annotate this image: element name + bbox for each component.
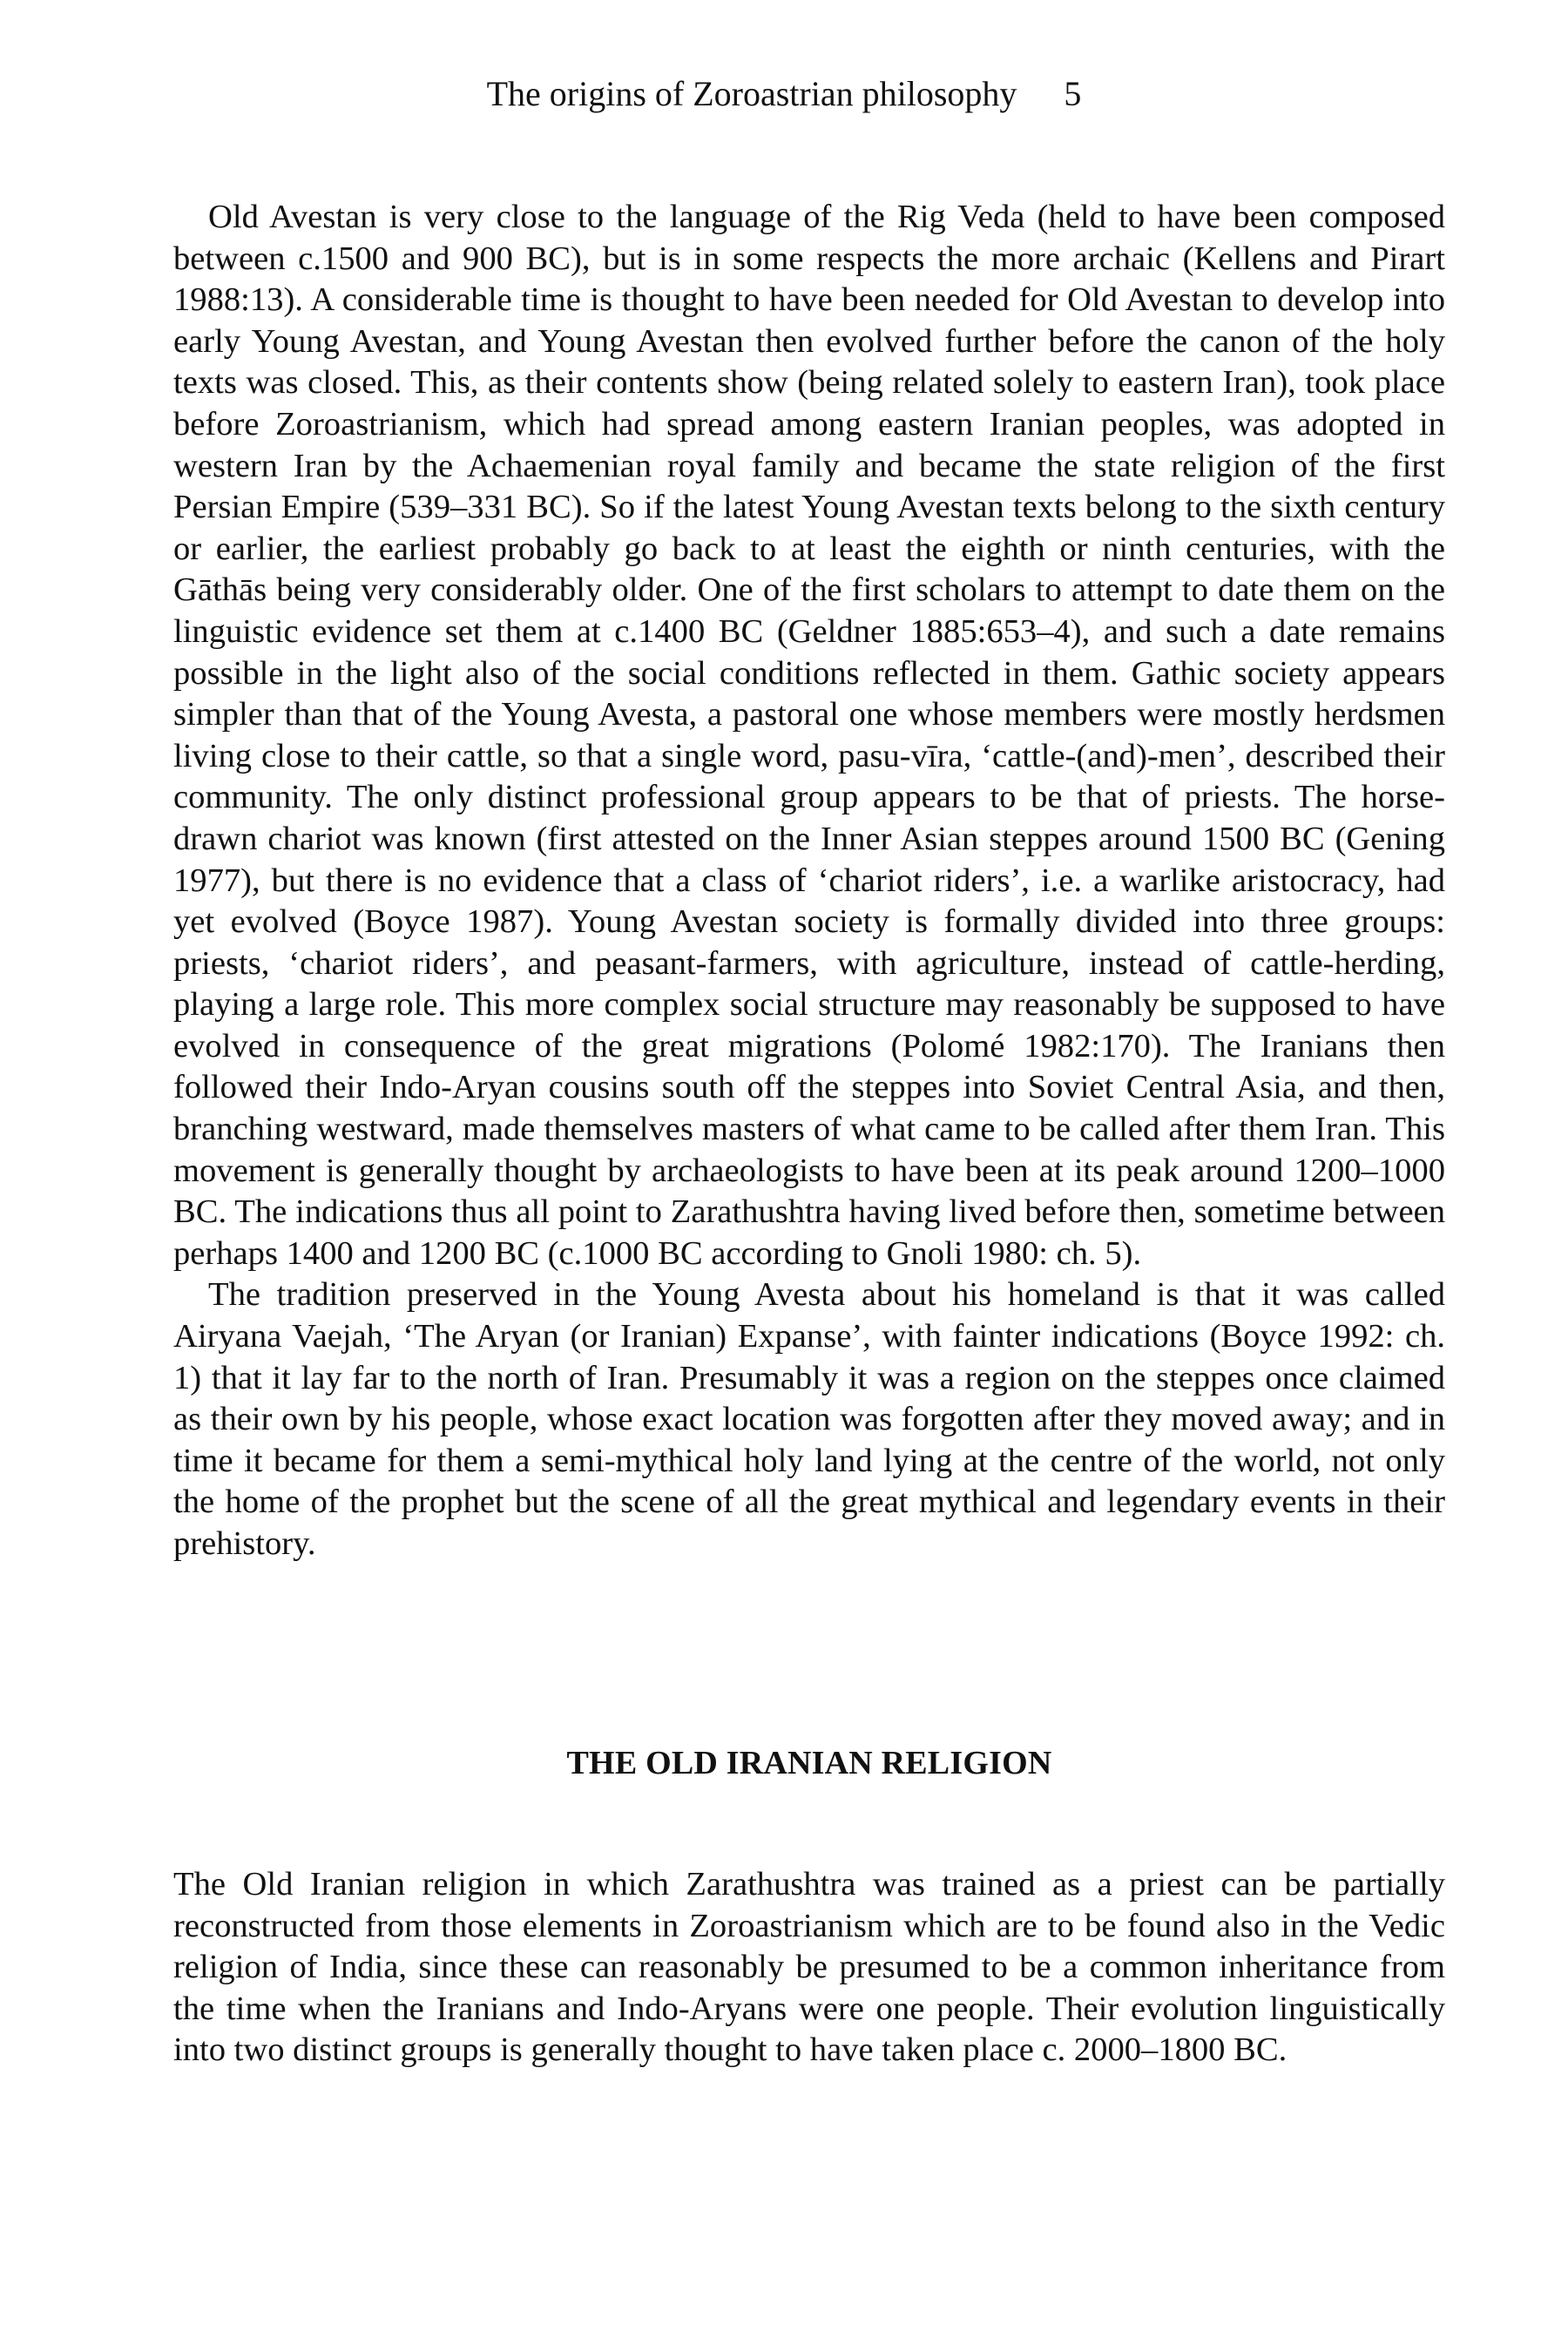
paragraph-old-avestan: Old Avestan is very close to the language of the Rig Veda (held to have been composed between c.1500 and 900 BC), but is in some respects the more archaic (Kellens and Pirart 1988:13). A considerable time is thought to have been needed for Old Avestan to develop into early Young Avestan, and Young Avestan then evolved further before the canon of the holy texts was closed. This, as their contents show (being related solely to eastern Iran), took place before Zoroastrianism, which had spread among eastern Iranian peoples, was adopted in western Iran by the Achaemenian royal family and became the state religion of the first Persian Empire (539–331 BC). So if the latest Young Avestan texts belong to the sixth century or earlier, the earliest probably go back to at least the eighth or ninth centuries, with the Gāthās being very considerably older. One of the first scholars to attempt to date them on the linguistic evidence set them at c.1400 BC (Geldner 1885:653–4), and such a date remains possible in the light also of the social conditions reflected in them. Gathic society appears simpler than that of the Young Avesta, a pastoral one whose members were mostly herdsmen living close to their cattle, so that a single word, pasu-vīra, ‘cattle-(and)-men’, described their community. The only distinct professional group appears to be that of priests. The horse-drawn chariot was known (first attested on the Inner Asian steppes around 1500 BC (Gening 1977), but there is no evidence that a class of ‘chariot riders’, i.e. a warlike aristocracy, had yet evolved (Boyce 1987). Young Avestan society is formally divided into three groups: priests, ‘chariot riders’, and peasant-farmers, with agriculture, instead of cattle-herding, playing a large role. This more complex social structure may reasonably be supposed to have evolved in consequence of the great migrations (Polomé 1982:170). The Iranians then followed their Indo-Aryan cousins south off the steppes into Soviet Central Asia, and then, branching westward, made themselves masters of what came to be called after them Iran. This movement is generally thought by archaeologists to have been at its peak around 1200–1000 BC. The indications thus all point to Zarathushtra having lived before then, sometime between perhaps 1400 and 1200 BC (c.1000 BC according to Gnoli 1980: ch. 5). bbox=[173, 199, 1445, 1272]
main-text bbox=[173, 197, 1445, 1565]
running-head-title: The origins of Zoroastrian philosophy bbox=[486, 74, 1017, 113]
section-heading: THE OLD IRANIAN RELIGION bbox=[566, 1745, 1052, 1781]
section-text bbox=[173, 1864, 1445, 2072]
paragraph-old-iranian-religion: The Old Iranian religion in which Zarathushtra was trained as a priest can be partially reconstructed from those elements in Zoroastrianism which are to be found also in the Vedic religion of India, since these can reasonably be presumed to be a common inheritance from the time when the Iranians and Indo-Aryans were one people. Their evolution linguistically into two distinct groups is generally thought to have taken place c. 2000–1800 BC. bbox=[173, 1866, 1445, 2069]
page-number: 5 bbox=[1064, 74, 1082, 113]
running-head bbox=[0, 73, 1568, 115]
paragraph-homeland: The tradition preserved in the Young Avesta about his homeland is that it was called Airyana Vaejah, ‘The Aryan (or Iranian) Expanse’, with fainter indications (Boyce 1992: ch. 1) that it lay far to the north of Iran. Presumably it was a region on the steppes once claimed as their own by his people, whose exact location was forgotten after they moved away; and in time it became for them a semi-mythical holy land lying at the centre of the world, not only the home of the prophet but the scene of all the great mythical and legendary events in their prehistory. bbox=[173, 1276, 1445, 1562]
